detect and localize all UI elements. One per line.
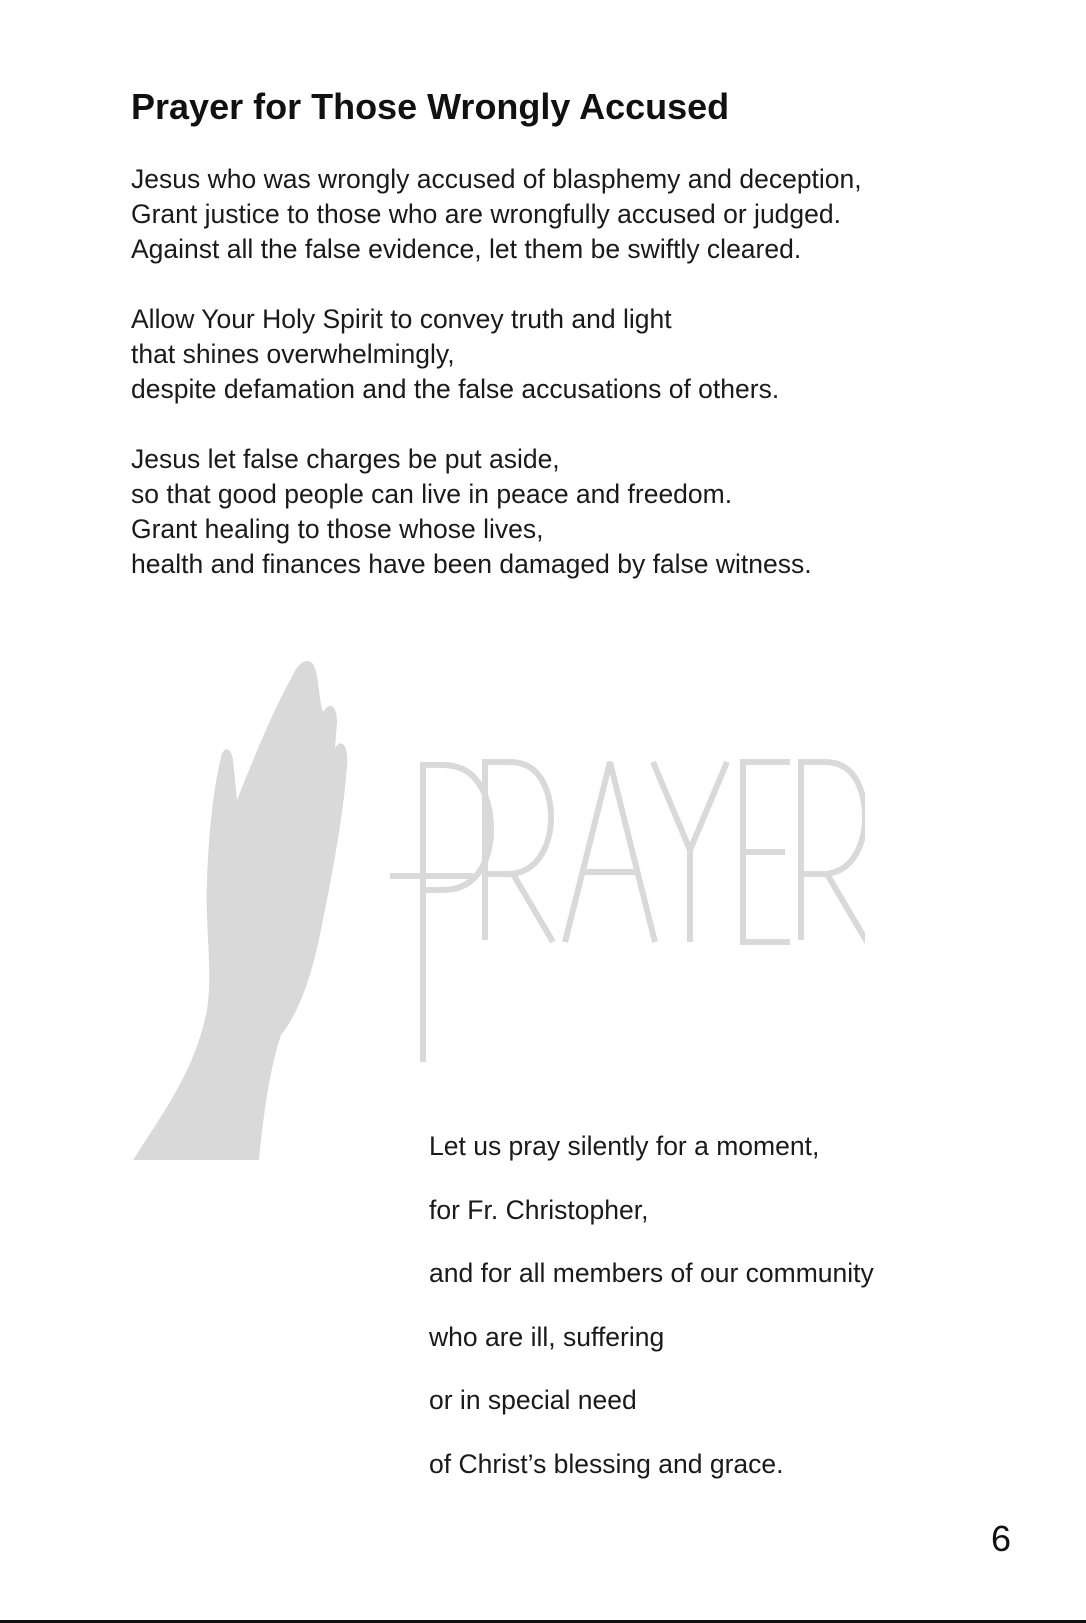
prayer-line: Grant justice to those who are wrongfully accused or judged.	[131, 199, 842, 229]
watermark-letter-e	[743, 762, 790, 942]
prayer-watermark	[125, 650, 865, 1170]
prayer-stanza-2	[131, 302, 779, 407]
closing-line: and for all members of our community	[429, 1258, 874, 1289]
prayer-line: Grant healing to those whose lives,	[131, 514, 544, 544]
watermark-letter-r	[485, 762, 553, 942]
page-title: Prayer for Those Wrongly Accused	[131, 86, 730, 127]
prayer-line: Against all the false evidence, let them be swiftly cleared.	[131, 234, 802, 264]
prayer-line: that shines overwhelmingly,	[131, 339, 455, 369]
prayer-line: despite defamation and the false accusations of others.	[131, 374, 780, 404]
watermark-letter-p	[390, 762, 491, 1062]
closing-line: for Fr. Christopher,	[429, 1194, 649, 1225]
closing-line: of Christ’s blessing and grace.	[429, 1448, 784, 1479]
watermark-letter-r	[801, 762, 865, 942]
closing-line: who are ill, suffering	[429, 1321, 665, 1352]
closing-line: or in special need	[429, 1385, 637, 1416]
prayer-stanza-1	[131, 162, 862, 267]
prayer-line: Jesus let false charges be put aside,	[131, 444, 560, 474]
closing-prayer	[429, 1128, 874, 1510]
closing-line: Let us pray silently for a moment,	[429, 1131, 820, 1161]
prayer-line: so that good people can live in peace and freedom.	[131, 479, 733, 509]
prayer-line: health and finances have been damaged by false witness.	[131, 549, 812, 579]
prayer-stanza-3	[131, 442, 812, 582]
prayer-line: Allow Your Holy Spirit to convey truth and light	[131, 304, 672, 334]
watermark-letter-y	[653, 762, 727, 942]
praying-hand-icon	[133, 661, 347, 1160]
page-number: 6	[990, 1518, 1011, 1559]
prayer-line: Jesus who was wrongly accused of blasphemy and deception,	[131, 164, 862, 194]
watermark-letter-a	[565, 762, 655, 942]
